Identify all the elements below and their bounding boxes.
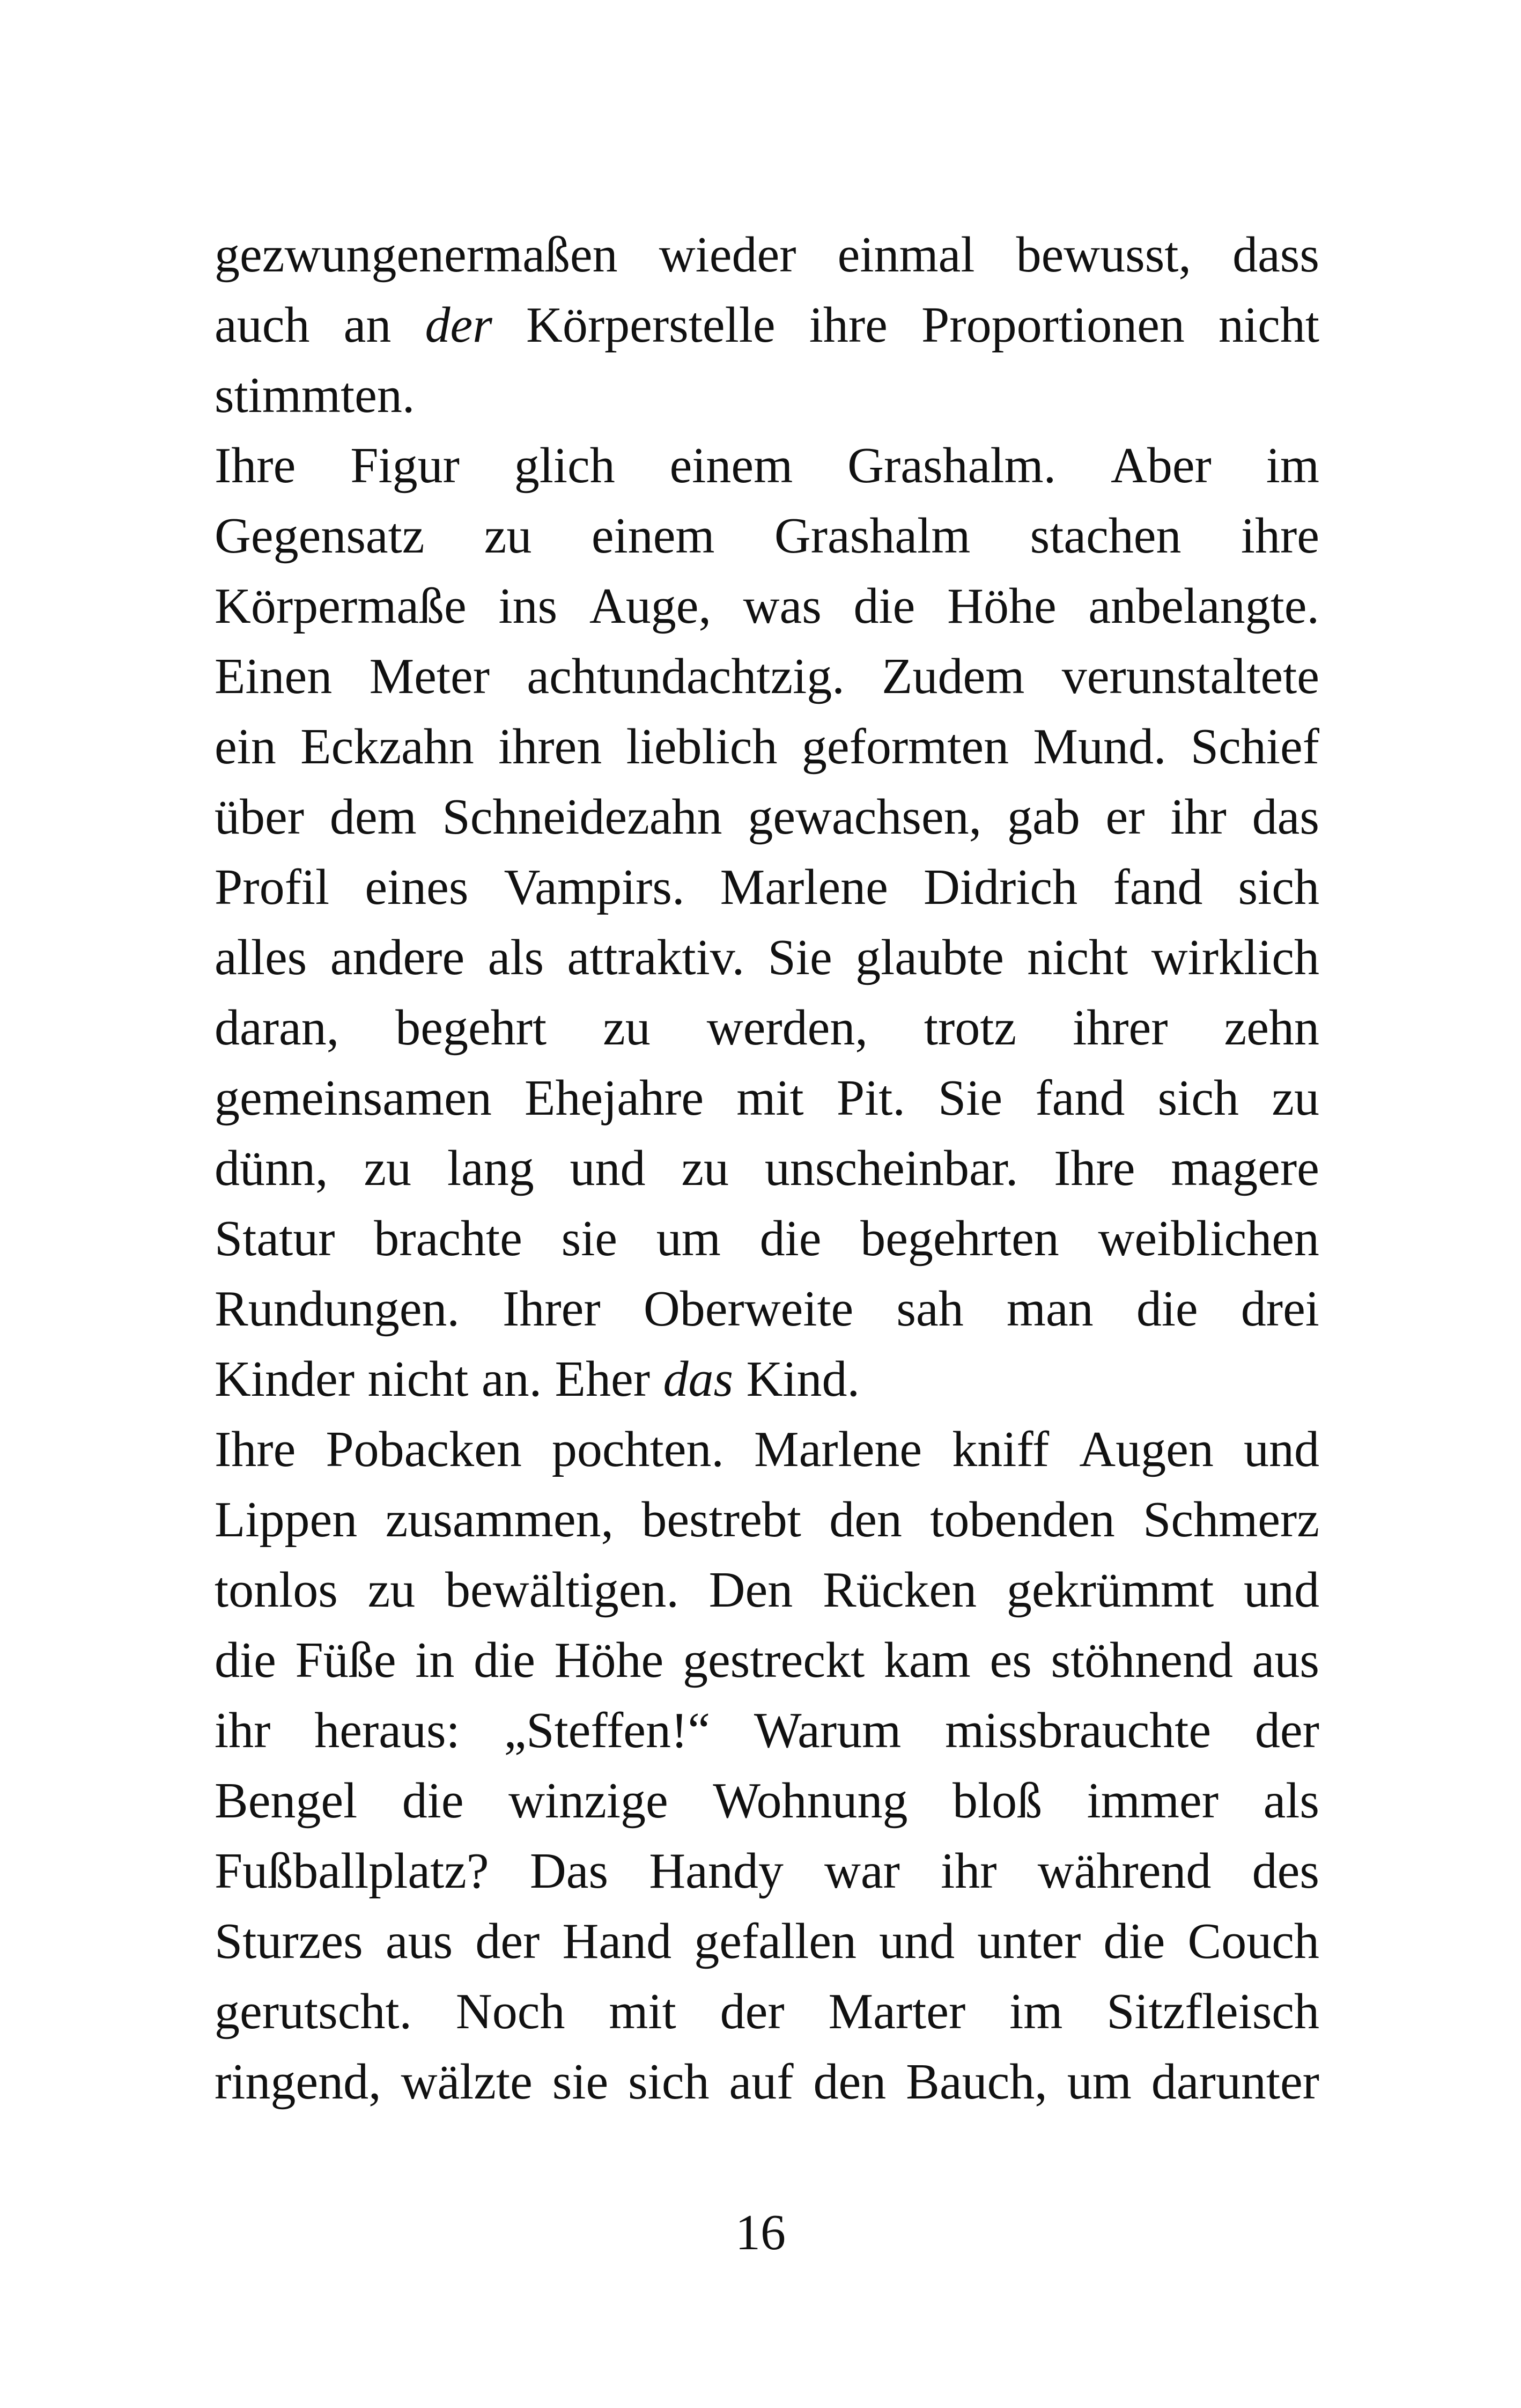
text-line (215, 1415, 1319, 1485)
text-line (215, 360, 1319, 431)
word: anbelangte. (1088, 578, 1319, 634)
word: wirklich (1151, 930, 1319, 985)
word: als (1263, 1773, 1319, 1829)
word: Augen (1079, 1422, 1214, 1477)
word: bewältigen. (445, 1562, 679, 1618)
text-line (215, 852, 1319, 923)
word: Sturzes (215, 1913, 363, 1969)
word: Sie (767, 930, 832, 985)
word: dem (329, 789, 417, 845)
word: magere (1171, 1140, 1319, 1196)
word: nicht (367, 1351, 469, 1407)
word: in (415, 1632, 455, 1688)
emphasized-word: das (663, 1351, 734, 1407)
word: die (759, 1211, 822, 1266)
word: Didrich (924, 859, 1078, 915)
word: gab (1007, 789, 1080, 845)
word: Couch (1187, 1913, 1319, 1969)
body-text (215, 220, 1319, 2117)
word: ein (215, 719, 276, 775)
word: Schmerz (1143, 1492, 1319, 1548)
word: ihr (1170, 789, 1227, 845)
word: Gegensatz (215, 508, 425, 564)
word: Körpermaße (215, 578, 467, 634)
text-line (215, 2047, 1319, 2117)
word: Schneidezahn (442, 789, 722, 845)
word: nicht (1027, 930, 1128, 985)
word: immer (1087, 1773, 1219, 1829)
word: und (1244, 1562, 1319, 1618)
word: zehn (1224, 1000, 1319, 1056)
word: unter (977, 1913, 1081, 1969)
word: Den (708, 1562, 793, 1618)
word: Körperstelle (526, 297, 776, 353)
word: nicht (1219, 297, 1319, 353)
word: tonlos (215, 1562, 338, 1618)
word: unscheinbar. (764, 1140, 1018, 1196)
word: er (1105, 789, 1145, 845)
word: gefallen (694, 1913, 857, 1969)
word: aus (385, 1913, 453, 1969)
text-line (215, 1274, 1319, 1344)
word: des (1252, 1843, 1319, 1899)
word: lieblich (626, 719, 778, 775)
word: zusammen, (385, 1492, 614, 1548)
page-number: 16 (735, 2205, 786, 2260)
text-line (215, 1836, 1319, 1906)
word: als (488, 930, 544, 985)
word: stimmten. (215, 367, 415, 423)
word: auch (215, 297, 310, 353)
text-line (215, 1344, 1319, 1415)
text-line (215, 1696, 1319, 1766)
word: gestreckt (682, 1632, 865, 1688)
word: Das (529, 1843, 609, 1899)
word: zu (681, 1140, 729, 1196)
word: Bauch, (906, 2054, 1047, 2110)
word: wieder (659, 227, 796, 283)
word: fand (1035, 1070, 1125, 1126)
word: Kinder (215, 1351, 355, 1407)
word: der (1254, 1703, 1319, 1758)
word: begehrt (395, 1000, 547, 1056)
word: Eher (555, 1351, 650, 1407)
word: gewachsen, (748, 789, 982, 845)
text-line (215, 431, 1319, 501)
word: sie (552, 2054, 609, 2110)
word: Zudem (882, 649, 1025, 704)
word: ins (498, 578, 558, 634)
word: Handy (649, 1843, 784, 1899)
word: aus (1252, 1632, 1319, 1688)
word: Aber (1110, 438, 1212, 494)
word: ihre (1241, 508, 1319, 564)
word: zu (484, 508, 532, 564)
word: trotz (924, 1000, 1017, 1056)
word: zu (603, 1000, 651, 1056)
word: einem (669, 438, 793, 494)
word: sah (896, 1281, 964, 1337)
word: dass (1232, 227, 1319, 283)
word: einmal (837, 227, 975, 283)
word: Ihrer (503, 1281, 601, 1337)
text-line (215, 923, 1319, 993)
word: verunstaltete (1061, 649, 1319, 704)
word: ihre (809, 297, 888, 353)
word: einem (591, 508, 715, 564)
word: fand (1113, 859, 1203, 915)
word: Sitzfleisch (1106, 1984, 1319, 2039)
word: winzige (508, 1773, 668, 1829)
word: Ehejahre (525, 1070, 704, 1126)
text-line (215, 1204, 1319, 1274)
word: Rücken (823, 1562, 977, 1618)
text-line (215, 712, 1319, 782)
text-line (215, 1625, 1319, 1696)
word: Wohnung (713, 1773, 908, 1829)
word: Pit. (836, 1070, 905, 1126)
word: die (474, 1632, 535, 1688)
word: bloß (953, 1773, 1043, 1829)
word: zu (364, 1140, 412, 1196)
word: brachte (374, 1211, 522, 1266)
text-line (215, 1977, 1319, 2047)
word: während (1037, 1843, 1212, 1899)
word: stöhnend (1051, 1632, 1233, 1688)
word: kniff (952, 1422, 1050, 1477)
word: Marter (828, 1984, 966, 2039)
word: Figur (350, 438, 460, 494)
word: ihren (498, 719, 602, 775)
word: über (215, 789, 305, 845)
word: zu (367, 1562, 416, 1618)
word: Lippen (215, 1492, 358, 1548)
word: ihr (215, 1703, 271, 1758)
text-line (215, 642, 1319, 712)
word: im (1009, 1984, 1063, 2039)
text-line (215, 993, 1319, 1063)
word: um (1067, 2054, 1132, 2110)
word: die (1103, 1913, 1165, 1969)
word: man (1006, 1281, 1094, 1337)
text-line (215, 1063, 1319, 1133)
word: gemeinsamen (215, 1070, 492, 1126)
word: weiblichen (1098, 1211, 1319, 1266)
word: an (343, 297, 392, 353)
word: mit (736, 1070, 804, 1126)
word: Schief (1190, 719, 1319, 775)
text-line (215, 1485, 1319, 1555)
word: achtundachtzig. (527, 649, 845, 704)
word: Warum (754, 1703, 902, 1758)
word: drei (1241, 1281, 1319, 1337)
word: Sie (938, 1070, 1003, 1126)
word: ringend, (215, 2054, 381, 2110)
word: Ihre (1054, 1140, 1135, 1196)
word: glich (514, 438, 615, 494)
word: den (813, 2054, 887, 2110)
word: werden, (706, 1000, 868, 1056)
word: „Steffen!“ (504, 1703, 711, 1758)
text-line (215, 1555, 1319, 1625)
word: Proportionen (921, 297, 1185, 353)
word: Grashalm (774, 508, 971, 564)
word: Ihre (215, 438, 296, 494)
word: Marlene (754, 1422, 922, 1477)
word: sich (1238, 859, 1319, 915)
word: wälzte (401, 2054, 533, 2110)
word: dünn, (215, 1140, 328, 1196)
word: bestrebt (641, 1492, 801, 1548)
word: den (829, 1492, 902, 1548)
word: alles (215, 930, 307, 985)
word: ihr (941, 1843, 997, 1899)
word: Noch (455, 1984, 565, 2039)
word: und (879, 1913, 955, 1969)
word: Ihre (215, 1422, 296, 1477)
word: Eckzahn (300, 719, 474, 775)
word: Statur (215, 1211, 335, 1266)
word: daran, (215, 1000, 339, 1056)
word: der (475, 1913, 540, 1969)
word: Füße (295, 1632, 396, 1688)
text-line (215, 1133, 1319, 1204)
word: heraus: (314, 1703, 460, 1758)
word: das (1252, 789, 1319, 845)
word: pochten. (551, 1422, 724, 1477)
word: Oberweite (643, 1281, 854, 1337)
text-line (215, 290, 1319, 360)
word: gekrümmt (1006, 1562, 1214, 1618)
word: glaubte (855, 930, 1004, 985)
word: attraktiv. (567, 930, 745, 985)
word: die (853, 578, 915, 634)
word: um (656, 1211, 721, 1266)
word: gerutscht. (215, 1984, 412, 2039)
word: Rundungen. (215, 1281, 460, 1337)
word: auf (729, 2054, 794, 2110)
word: was (743, 578, 822, 634)
word: Marlene (720, 859, 888, 915)
word: andere (330, 930, 465, 985)
emphasized-word: der (425, 297, 492, 353)
word: sie (561, 1211, 618, 1266)
word: Grashalm. (847, 438, 1057, 494)
word: eines (365, 859, 469, 915)
word: bewusst, (1016, 227, 1191, 283)
word: im (1266, 438, 1319, 494)
word: Pobacken (326, 1422, 522, 1477)
text-line (215, 501, 1319, 571)
word: Profil (215, 859, 330, 915)
word: und (1243, 1422, 1319, 1477)
word: tobenden (930, 1492, 1115, 1548)
word: geformten (801, 719, 1009, 775)
word: missbrauchte (945, 1703, 1212, 1758)
text-line (215, 571, 1319, 642)
word: stachen (1030, 508, 1182, 564)
word: Höhe (947, 578, 1057, 634)
word: war (824, 1843, 900, 1899)
word: sich (1157, 1070, 1239, 1126)
text-line (215, 220, 1319, 290)
word: die (1136, 1281, 1198, 1337)
word: Hand (562, 1913, 672, 1969)
text-line (215, 1766, 1319, 1836)
word: Vampirs. (504, 859, 685, 915)
word: der (720, 1984, 785, 2039)
word: Höhe (554, 1632, 664, 1688)
word: an. (481, 1351, 542, 1407)
word: Fußballplatz? (215, 1843, 489, 1899)
word: sich (628, 2054, 710, 2110)
word: darunter (1151, 2054, 1319, 2110)
word: kam (883, 1632, 971, 1688)
text-line (215, 1906, 1319, 1977)
word: Bengel (215, 1773, 358, 1829)
word: Meter (369, 649, 490, 704)
word: Mund. (1033, 719, 1166, 775)
word: Einen (215, 649, 333, 704)
word: Auge, (589, 578, 711, 634)
word: begehrten (860, 1211, 1059, 1266)
word: die (402, 1773, 464, 1829)
word: zu (1272, 1070, 1319, 1126)
word: ihrer (1073, 1000, 1168, 1056)
word: die (215, 1632, 276, 1688)
text-line (215, 782, 1319, 852)
word: lang (447, 1140, 534, 1196)
word: Kind. (746, 1351, 860, 1407)
word: und (570, 1140, 646, 1196)
word: gezwungenermaßen (215, 227, 618, 283)
word: es (990, 1632, 1032, 1688)
word: mit (609, 1984, 676, 2039)
